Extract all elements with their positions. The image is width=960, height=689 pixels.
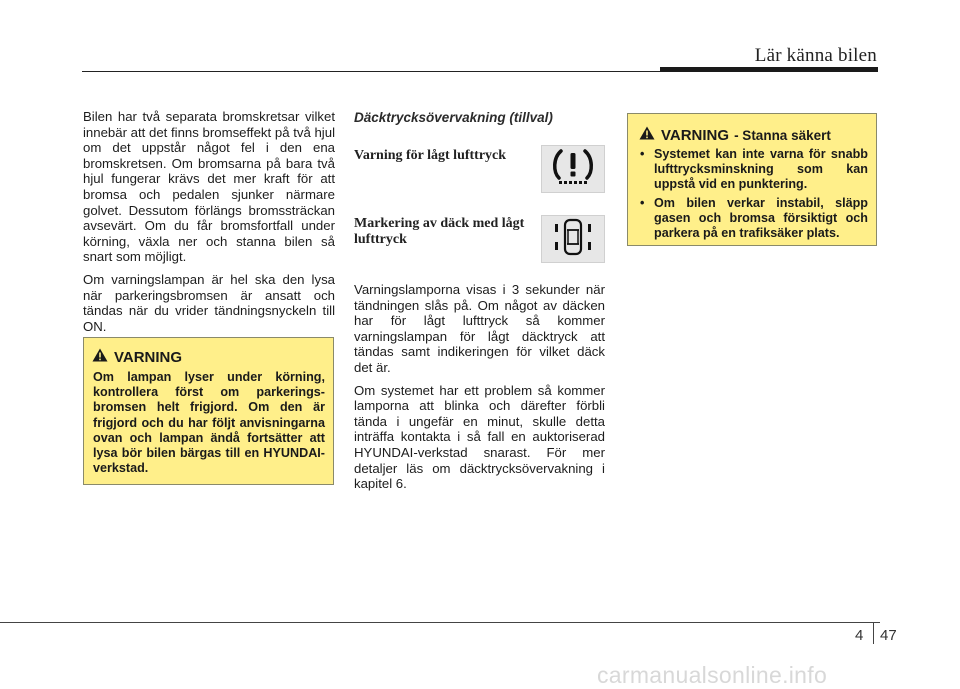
low-tire-pressure-icon xyxy=(551,148,595,191)
watermark: carmanualsonline.info xyxy=(597,662,828,688)
paragraph: Bilen har två separata bromskretsar vilket innebär att det finns bromseffekt på två hjul om det uppstår något fel i den ena bromskretsen. Om bromsarna på bara två hjul fungerar krävs det mer kraft för att bromsa och pedalen sjunker närmare golvet. Dessutom förlängs bromssträckan avsevärt. Om du får bromsfortfall under körning, växla ner och stanna bilen så snart som möjligt. xyxy=(83,109,335,265)
paragraph: Om varningslampan är hel ska den lysa när parkeringsbromsen är ansatt och tändas när du vrider tändningsnyckeln till ON. xyxy=(83,271,335,334)
warning-triangle-icon xyxy=(92,348,108,366)
indicator-label-low-pressure: Varning för lågt lufttryck xyxy=(354,148,507,163)
indicator-label-tire-position: Markering av däck med lågt lufttryck xyxy=(354,216,525,247)
warning-title xyxy=(639,126,831,144)
left-column-text xyxy=(83,109,335,341)
header-rule-thick xyxy=(660,67,878,72)
warning-box-brakes xyxy=(83,337,334,485)
chapter-header-title: Lär känna bilen xyxy=(754,45,877,66)
warning-title-text: VARNING xyxy=(114,348,183,366)
page-number: 47 xyxy=(880,627,897,644)
warning-list xyxy=(636,147,868,244)
footer-divider xyxy=(873,622,874,644)
warning-title-text: VARNING xyxy=(661,126,730,144)
warning-triangle-icon xyxy=(639,126,655,144)
list-item: • Om bilen verkar instabil, släpp gasen och bromsa försiktigt och parkera på en trafiksäker plats. xyxy=(640,195,868,241)
warning-text: Om lampan lyser under körning, kontrollera först om parkerings-bromsen helt frigjord. Om den är frigjord och du har följt anvisningarna ovan och lampan ändå fortsätter att lysa bör bilen bärgas till en HYUNDAI-verkstad. xyxy=(93,370,325,476)
paragraph: Om systemet har ett problem så kommer lamporna att blinka och därefter förbli tända i ungefär en minut, skulle detta inträffa kontakta i så fall en auktoriserad HYUNDAI-verkstad snarast. För mer detaljer läs om däcktrycksövervakning i kapitel 6. xyxy=(354,382,605,492)
warning-box-stop-safely xyxy=(627,113,877,246)
tire-position-icon xyxy=(551,217,595,262)
indicator-icon-box xyxy=(541,215,605,263)
paragraph: Varningslamporna visas i 3 sekunder när tändningen slås på. Om något av däcken har för lågt lufttryck så kommer varningslampan för lågt däcktryck att tändas samt indikeringen för vilket däck det är. xyxy=(354,282,605,375)
indicator-icon-box xyxy=(541,145,605,193)
chapter-number: 4 xyxy=(855,627,864,644)
warning-title xyxy=(92,348,182,366)
warning-subtitle: - Stanna säkert xyxy=(734,127,831,143)
middle-column-text xyxy=(354,282,605,499)
section-heading: Däcktrycksövervakning (tillval) xyxy=(354,110,553,125)
list-item: • Systemet kan inte varna för snabb lufttrycksminskning som kan uppstå vid en punktering. xyxy=(640,147,868,192)
footer-rule xyxy=(0,622,880,623)
header-rule xyxy=(82,71,662,72)
